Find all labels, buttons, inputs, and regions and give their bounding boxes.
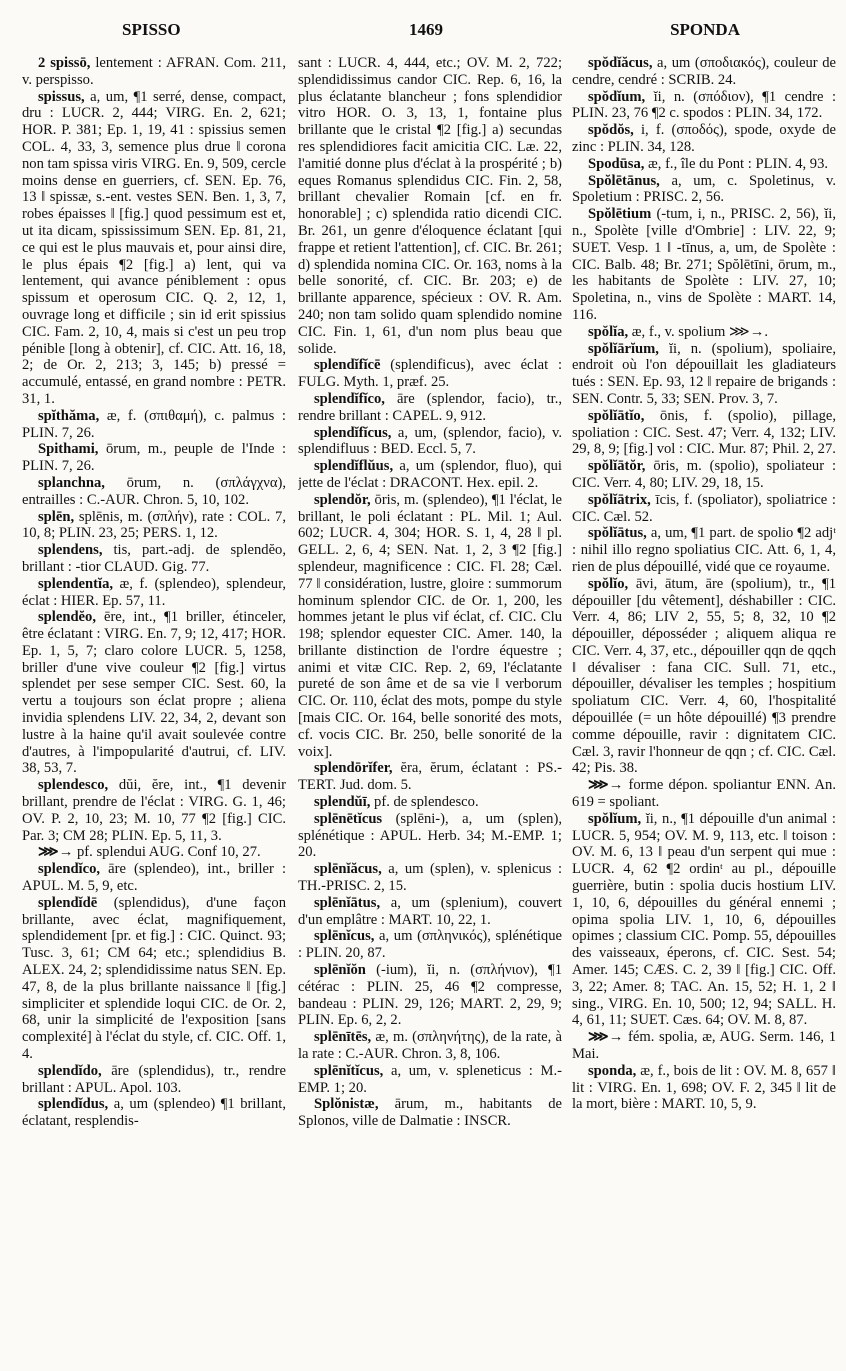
entry-headword: ⋙→ — [588, 777, 624, 794]
entry-definition: a, um (splendor, fluo), qui jette de l'éclat : DRACONT. Hex. epil. 2. — [298, 458, 562, 491]
dictionary-entry — [572, 458, 836, 492]
dictionary-entry — [22, 844, 286, 861]
dictionary-entry — [22, 861, 286, 895]
entry-definition: dŭi, ĕre, int., ¶1 devenir brillant, prendre de l'éclat : VIRG. G. 1, 46; OV. P. 2, 10, 23; M. 10, 77 ¶2 [fig.] CIC. Par. 3; CM 28; PLIN. Ep. 5, 11, 3. — [22, 777, 286, 844]
dictionary-entry — [22, 408, 286, 442]
entry-headword: splendĭdē — [38, 894, 98, 911]
entry-headword: splendĭfĭcē — [314, 357, 381, 374]
entry-definition: a, um, (splendor, facio), v. splendifluus : BED. Eccl. 5, 7. — [298, 424, 562, 458]
column-right — [572, 55, 836, 1367]
entry-headword: Splŏnistæ, — [314, 1096, 379, 1113]
dictionary-entry — [22, 542, 286, 576]
entry-headword: sponda, — [588, 1062, 637, 1079]
entry-headword: splēnētĭcus — [314, 810, 383, 827]
entry-definition: lentement : AFRAN. Com. 211, v. perspisso. — [22, 55, 286, 88]
dictionary-entry — [22, 441, 286, 475]
entry-headword: spŏdĭum, — [588, 88, 646, 105]
entry-definition: æ, f., île du Pont : PLIN. 4, 93. — [644, 155, 829, 172]
dictionary-entry — [22, 475, 286, 509]
entry-definition: (splēni-), a, um (splen), splénétique : APUL. Herb. 34; M.-EMP. 1; 20. — [298, 810, 562, 861]
entry-definition: ēre, int., ¶1 briller, étinceler, être éclatant : VIRG. En. 7, 9; 12, 417; HOR. Ep. 1, 5, 7; claro colore LUCR. 5, 1258, briller d'une vive couleur ¶2 [fig.] virtus splendet per sese semper CIC. Sest. 60, la vertu a toujours son éclat propre ; aliena invidia splendens LIV. 22, 34, 2, devant son lustre à la haine qu'il avait soulevée contre d'autres, à l'impopularité d'autrui, cf. LIV. 38, 53, 7. — [22, 609, 286, 777]
dictionary-entry — [572, 1063, 836, 1113]
dictionary-entry — [22, 576, 286, 610]
dictionary-entry — [298, 492, 562, 761]
entry-headword: spŏdĭăcus, — [588, 55, 653, 71]
entry-definition: (-tum, i, n., PRISC. 2, 56), ĭi, n., Spolète [ville d'Ombrie] : LIV. 22, 9; SUET. Vesp. 1 ‖ -tīnus, a, um, de Spolète : CIC. Balb. 48; Br. 271; Spŏlētīni, ōrum, m., les habitants de Spolète : LIV. 27, 10; Spoletina, n., vins de Spolète : MART. 14, 116. — [572, 206, 836, 323]
entry-definition: sant : LUCR. 4, 444, etc.; OV. M. 2, 722; splendidissimus candor CIC. Rep. 6, 16, la plus éclatante blancheur ; fons splendidior vitro HOR. O. 3, 13, 1, fontaine plus brillante que le cristal ¶2 [fig.] a) secundas res splendidiores facit amicitia CIC. Læ. 22, l'amitié donne plus d'éclat à la prospérité ; b) eques Romanus splendidus CIC. Fin. 2, 58, brillant chevalier Romain [cf. en fr. honorable] ; c) splendida ratio dicendi CIC. Br. 261, un genre d'éloquence éclatant [qui frappe et retient l'attention], cf. CIC. Br. 261; d) splendida nomina CIC. Or. 163, noms à la belle sonorité, cf. CIC. Br. 203; e) de brillante apparence, spécieux : OV. R. Am. 240; non tam solido quam splendido nomine CIC. Fin. 1, 61, d'un nom plus beau que solide. — [298, 55, 562, 357]
entry-headword: splendĭfĭcus, — [314, 424, 392, 441]
dictionary-entry — [298, 357, 562, 391]
page-number: 1469 — [409, 20, 443, 39]
entry-definition: a, um (σποδιακός), couleur de cendre, cendré : SCRIB. 24. — [572, 55, 836, 88]
entry-definition: ĭi, n. (spolium), spoliaire, endroit où l'on dépouillait les gladiateurs tués : SEN. Ep. 93, 12 ‖ repaire de brigands : SEN. Contr. 5, 33; SEN. Prov. 3, 7. — [572, 340, 836, 407]
running-head-left: SPISSO — [122, 20, 181, 39]
column-left — [22, 55, 286, 1367]
dictionary-entry — [298, 391, 562, 425]
entry-definition: æ, f., v. spolium ⋙→. — [628, 323, 768, 340]
entry-definition: a, um (splenium), couvert d'un emplâtre : MART. 10, 22, 1. — [298, 894, 562, 928]
entry-headword: splendesco, — [38, 777, 109, 794]
entry-definition: tis, part.-adj. de splendĕo, brillant : -tior CLAUD. Gig. 77. — [22, 542, 286, 575]
entry-headword: splanchna, — [38, 474, 105, 491]
entry-definition: pf. splendui AUG. Conf 10, 27. — [73, 844, 261, 861]
dictionary-entry — [298, 794, 562, 811]
entry-headword: spŏlĭārĭum, — [588, 340, 659, 357]
dictionary-entry — [572, 525, 836, 575]
entry-headword: splendentĭa, — [38, 575, 114, 592]
dictionary-entry — [572, 206, 836, 324]
entry-definition: ĕra, ĕrum, éclatant : PS.-TERT. Jud. dom. 5. — [298, 760, 562, 794]
entry-definition: ĭi, n. (σπόδιον), ¶1 cendre : PLIN. 23, 76 ¶2 c. spodos : PLIN. 34, 172. — [572, 88, 836, 122]
entry-definition: īcis, f. (spoliator), spoliatrice : CIC. Cæl. 52. — [572, 491, 836, 525]
entry-definition: ōrum, n. (σπλάγχνα), entrailles : C.-AUR. Chron. 5, 10, 102. — [22, 474, 286, 508]
entry-headword: splendĭfĭco, — [314, 390, 385, 407]
entry-definition: æ, m. (σπληνήτης), de la rate, à la rate : C.-AUR. Chron. 3, 8, 106. — [298, 1029, 562, 1063]
entry-headword: spŏlĭātrix, — [588, 491, 651, 508]
page-header — [14, 14, 832, 40]
dictionary-entry — [298, 1063, 562, 1097]
dictionary-entry — [572, 408, 836, 458]
entry-definition: a, um, v. spleneticus : M.-EMP. 1; 20. — [298, 1062, 562, 1096]
column-middle — [298, 55, 562, 1367]
dictionary-entry — [22, 609, 286, 777]
dictionary-entry — [298, 895, 562, 929]
dictionary-entry — [298, 811, 562, 861]
entry-headword: ⋙→ — [588, 1029, 624, 1046]
entry-definition: æ, f. (splendeo), splendeur, éclat : HIER. Ep. 57, 11. — [22, 575, 286, 609]
entry-headword: spŏlĭātus, — [588, 525, 647, 542]
entry-headword: splēnĭcus, — [314, 928, 375, 945]
entry-definition: a, um (σπληνικός), splénétique : PLIN. 20, 87. — [298, 928, 562, 962]
dictionary-entry — [22, 55, 286, 89]
entry-headword: splēnītēs, — [314, 1029, 372, 1046]
entry-headword: spĭthăma, — [38, 407, 100, 424]
entry-headword: splendens, — [38, 542, 103, 559]
dictionary-entry — [22, 89, 286, 408]
dictionary-entry — [298, 760, 562, 794]
entry-headword: spŏlĭa, — [588, 323, 629, 340]
dictionary-entry — [572, 811, 836, 1029]
dictionary-entry — [22, 895, 286, 1063]
dictionary-entry — [22, 1063, 286, 1097]
dictionary-entry — [298, 55, 562, 357]
entry-definition: splēnis, m. (σπλήν), rate : COL. 7, 10, 8; PLIN. 23, 25; PERS. 1, 12. — [22, 508, 286, 542]
entry-definition: a, um (splendeo) ¶1 brillant, éclatant, resplendis- — [22, 1096, 286, 1130]
entry-headword: splendĭflŭus, — [314, 458, 394, 475]
entry-headword: Spodūsa, — [588, 155, 645, 172]
dictionary-entry — [298, 458, 562, 492]
entry-definition: fém. spolia, æ, AUG. Serm. 146, 1 Mai. — [572, 1029, 836, 1063]
dictionary-entry — [572, 341, 836, 408]
dictionary-entry — [572, 173, 836, 207]
dictionary-entry — [298, 928, 562, 962]
entry-definition: ōrum, m., peuple de l'Inde : PLIN. 7, 26. — [22, 441, 286, 475]
entry-definition: (-ium), ĭi, n. (σπλήνιον), ¶1 cétérac : PLIN. 25, 46 ¶2 compresse, bandeau : PLIN. 29, 126; MART. 2, 29, 9; PLIN. Ep. 6, 2, 2. — [298, 962, 562, 1029]
dictionary-entry — [572, 1029, 836, 1063]
entry-headword: splendōrĭfer, — [314, 760, 393, 777]
dictionary-entry — [298, 1096, 562, 1130]
entry-headword: splēnĭātus, — [314, 894, 381, 911]
entry-definition: āvi, ātum, āre (spolium), tr., ¶1 dépouiller [du vêtement], déshabiller : CIC. Verr. 4, 86; LIV 2, 55, 5; 8, 32, 10 ¶2 dépouiller, déposséder ; aliquem aliqua re CIC. Verr. 4, 37, etc., dépouiller qqn de qqch ‖ dévaliser : fana CIC. Sull. 71, etc., dépouiller, dévaliser les temples ; hospitium spoliatum CIC. Verr. 4, 60, l'hospitalité dépouillée (= un hôte dépouillé) ¶3 prendre comme dépouille, ravir : dignitatem CIC. Cæl. 3, ravir l'honneur de qqn ; cf. CIC. Cæl. 42; Pis. 38. — [572, 575, 836, 777]
entry-definition: forme dépon. spoliantur ENN. An. 619 = spoliant. — [572, 777, 836, 811]
dictionary-entry — [572, 122, 836, 156]
text-columns — [22, 55, 836, 1367]
dictionary-entry — [572, 777, 836, 811]
entry-headword: splēnĭŏn — [314, 962, 366, 979]
dictionary-entry — [22, 777, 286, 844]
entry-definition: a, um, ¶1 part. de spolio ¶2 adjᵗ : nihil illo regno spoliatius CIC. Att. 6, 1, 4, rien de plus dépouillé, vidé que ce royaume. — [572, 525, 836, 575]
entry-definition: ĭi, n., ¶1 dépouille d'un animal : LUCR. 5, 954; OV. M. 9, 113, etc. ‖ toison : OV. M. 6, 13 ‖ peau d'un serpent qui mue : LUCR. 4, 62 ¶2 ordinᵗ au pl., dépouille guerrière, butin : spolia ducis hostium LIV. 1, 10, 6, dépouilles du général ennemi ; opima spolia LIV. 1, 10, 6, dépouilles opimes ; classium CIC. Pomp. 55, dépouilles des vaisseaux, éperons, cf. CIC. Sest. 54; Amer. 145; CÆS. C. 2, 39 ‖ [fig.] CIC. Off. 3, 22; Amer. 8; TAC. An. 15, 52; H. 1, 2 ‖ sing., VIRG. En. 10, 500; 12, 94; SALL. H. 4, 61, 11; SUET. Cæs. 64; OV. M. 8, 87. — [572, 810, 836, 1029]
dictionary-entry — [298, 425, 562, 459]
entry-headword: spŏdŏs, — [588, 122, 634, 139]
entry-headword: splendĭdus, — [38, 1096, 109, 1113]
entry-definition: āre (splendidus), tr., rendre brillant : APUL. Apol. 103. — [22, 1062, 286, 1096]
dictionary-entry — [572, 156, 836, 173]
dictionary-entry — [572, 576, 836, 778]
entry-headword: splendĕo, — [38, 609, 96, 626]
dictionary-entry — [572, 89, 836, 123]
entry-definition: a, um, c. Spoletinus, v. Spoletium : PRISC. 2, 56. — [572, 172, 836, 206]
dictionary-entry — [572, 324, 836, 341]
entry-headword: ⋙→ — [38, 844, 74, 861]
entry-definition: (splendificus), avec éclat : FULG. Myth. 1, præf. 25. — [298, 357, 562, 391]
dictionary-entry — [298, 962, 562, 1029]
entry-definition: æ, f. (σπιθαμή), c. palmus : PLIN. 7, 26. — [22, 407, 286, 441]
entry-headword: Spŏlētānus, — [588, 172, 660, 189]
entry-definition: a, um, ¶1 serré, dense, compact, dru : LUCR. 2, 444; VIRG. En. 2, 621; HOR. P. 381; Ep. 1, 19, 41 : spissius semen COL. 4, 33, 3, semence plus drue ‖ corona non tam spissa viris VIRG. En. 9, 509, cercle moins dense en guerriers, cf. SEN. Ep. 76, 13 ‖ spissæ, s.-ent. vestes SEN. Ben. 1, 3, 7, robes épaisses ‖ [fig.] quod pessimum est et, ut ita dicam, spississimum SEN. Ep. 81, 21, ce qui est le plus mauvais et, pour ainsi dire, le plus épais ¶2 [fig.] a) lent, qui va lentement, qui avance péniblement : opus spissum et operosum CIC. Q. 2, 12, 1, ouvrage long et difficile ; sin id erit spissius CIC. Fam. 2, 10, 4, mais si c'est un peu trop pénible [long à obtenir], cf. CIC. Att. 16, 18, 2; de Or. 2, 213; 3, 145; b) pressé = accumulé, entassé, en grand nombre : PETR. 31, 1. — [22, 88, 286, 407]
entry-headword: spŏlĭum, — [588, 810, 642, 827]
dictionary-entry — [572, 492, 836, 526]
entry-definition: i, f. (σποδός), spode, oxyde de zinc : PLIN. 34, 128. — [572, 122, 836, 155]
entry-headword: spŏlĭo, — [588, 575, 629, 592]
running-head-right: SPONDA — [670, 20, 740, 39]
entry-headword: splēnĭtĭcus, — [314, 1062, 384, 1079]
dictionary-entry — [298, 1029, 562, 1063]
entry-definition: ārum, m., habitants de Splonos, ville de Dalmatie : INSCR. — [298, 1096, 562, 1130]
entry-headword: splendĭdo, — [38, 1062, 102, 1079]
entry-definition: a, um (splen), v. splenicus : TH.-PRISC. 2, 15. — [298, 861, 562, 895]
entry-definition: āre (splendor, facio), tr., rendre brillant : CAPEL. 9, 912. — [298, 390, 562, 424]
dictionary-entry — [298, 861, 562, 895]
entry-headword: splēnĭăcus, — [314, 861, 382, 878]
dictionary-entry — [22, 509, 286, 543]
entry-definition: æ, f., bois de lit : OV. M. 8, 657 ‖ lit : VIRG. En. 1, 698; OV. F. 2, 345 ‖ lit de la mort, bière : MART. 10, 5, 9. — [572, 1062, 836, 1113]
dictionary-entry — [22, 1096, 286, 1130]
entry-definition: ōris, m. (splendeo), ¶1 l'éclat, le brillant, le poli éclatant : PL. Mil. 1; Aul. 602; LUCR. 4, 304; HOR. S. 1, 4, 28 ‖ pl. GELL. 2, 6, 4; SEN. Nat. 1, 2, 3 ¶2 [fig.] splendeur, magnificence : CIC. Fl. 28; Cæl. 77 ‖ considération, lustre, gloire : summorum hominum splendor CIC. de Or. 1, 200, les hommes jetant le plus vif éclat, cf. CIC. Clu 198; splendor equester CIC. Amer. 140, la brillante distinction de l'ordre équestre ; animi et vitæ CIC. Rep. 2, 69, l'éclatante pureté de son âme et de sa vie ‖ verborum CIC. Or. 110, éclat des mots, pompe du style [mais CIC. Or. 164, belle sonorité des mots, cf. vocis CIC. Br. 250, belle sonorité de la voix]. — [298, 491, 562, 760]
entry-definition: ōnis, f. (spolio), pillage, spoliation : CIC. Sest. 47; Verr. 4, 132; LIV. 29, 8, 9; [fig.] vol : CIC. Mur. 87; Phil. 2, 27. — [572, 407, 836, 458]
entry-headword: Spithami, — [38, 441, 99, 458]
entry-headword: spŏlĭātŏr, — [588, 458, 646, 475]
entry-headword: Spŏlētium — [588, 206, 652, 223]
dictionary-entry — [572, 55, 836, 89]
entry-headword: splendŏr, — [314, 491, 371, 508]
entry-headword: splēn, — [38, 508, 75, 525]
entry-definition: pf. de splendesco. — [370, 794, 479, 811]
entry-headword: spissus, — [38, 88, 85, 105]
entry-headword: splendĭco, — [38, 861, 101, 878]
entry-definition: (splendidus), d'une façon brillante, avec éclat, magnifiquement, splendidement [pr. et fig.] : CIC. Quinct. 93; Tusc. 3, 61; CM 64; etc.; splendidius B. ALEX. 24, 2; splendidissime natus SEN. Ep. 47, 8, de la plus brillante naissance ‖ [fig.] simpliciter et splendide loqui CIC. de Or. 2, 68, unir la simplicité de l'exposition [sans complexité] à l'éclat du style, cf. CIC. Off. 1, 4. — [22, 894, 286, 1063]
entry-headword: 2 spissō, — [38, 55, 91, 71]
entry-headword: splendŭī, — [314, 794, 371, 811]
entry-definition: āre (splendeo), int., briller : APUL. M. 5, 9, etc. — [22, 861, 286, 895]
entry-headword: spŏlĭātĭo, — [588, 407, 645, 424]
entry-definition: ōris, m. (spolio), spoliateur : CIC. Verr. 4, 80; LIV. 29, 18, 15. — [572, 458, 836, 491]
